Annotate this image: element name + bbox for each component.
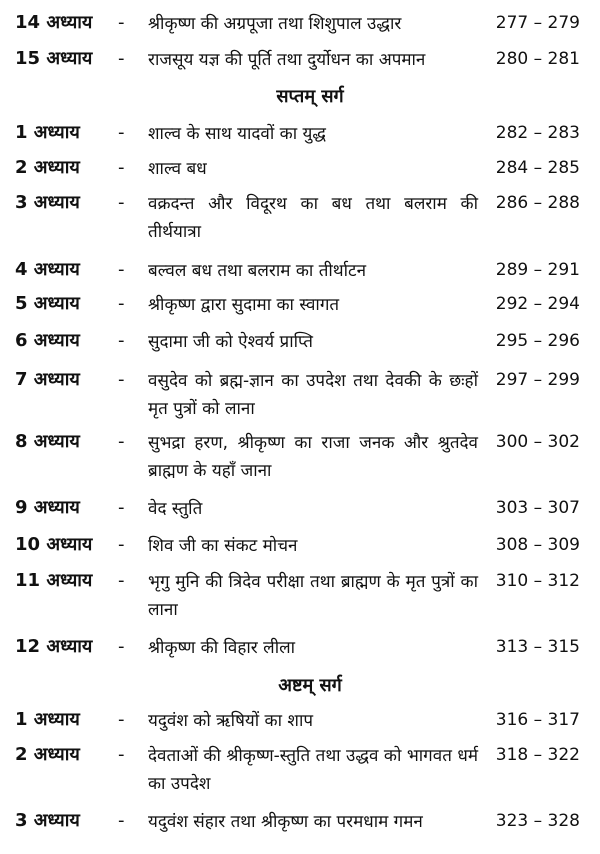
chapter-title: शिव जी का संकट मोचन <box>148 536 298 556</box>
separator-dash: - <box>118 636 125 657</box>
chapter-number: 10 अध्याय <box>15 534 93 555</box>
chapter-title: श्रीकृष्ण द्वारा सुदामा का स्वागत <box>148 295 340 315</box>
chapter-number: 8 अध्याय <box>15 431 80 452</box>
page-range: 292 – 294 <box>495 294 580 314</box>
section-heading: अष्टम् सर्ग <box>278 675 342 696</box>
chapter-title: सुभद्रा हरण, श्रीकृष्ण का राजा जनक और श्रुतदेव ब्राह्मण के यहाँ जाना <box>148 433 478 481</box>
chapter-number: 2 अध्याय <box>15 157 80 178</box>
page-range: 300 – 302 <box>495 432 580 452</box>
separator-dash: - <box>118 744 125 765</box>
page-range: 297 – 299 <box>495 370 580 390</box>
separator-dash: - <box>118 192 125 213</box>
chapter-number: 11 अध्याय <box>15 570 93 591</box>
chapter-title: शाल्व बध <box>148 159 207 179</box>
chapter-number: 5 अध्याय <box>15 293 80 314</box>
separator-dash: - <box>118 534 125 555</box>
separator-dash: - <box>118 709 125 730</box>
chapter-number: 1 अध्याय <box>15 709 80 730</box>
chapter-title: श्रीकृष्ण की अग्रपूजा तथा शिशुपाल उद्धार <box>148 14 402 34</box>
chapter-title: सुदामा जी को ऐश्वर्य प्राप्ति <box>148 332 313 352</box>
chapter-title: वसुदेव को ब्रह्म-ज्ञान का उपदेश तथा देवकी के छःहों मृत पुत्रों को लाना <box>148 371 478 419</box>
section-heading: सप्तम् सर्ग <box>276 86 344 107</box>
page-range: 284 – 285 <box>495 158 580 178</box>
chapter-title: श्रीकृष्ण की विहार लीला <box>148 638 296 658</box>
chapter-title: वक्रदन्त और विदूरथ का बध तथा बलराम की तीर्थयात्रा <box>148 194 478 242</box>
separator-dash: - <box>118 431 125 452</box>
chapter-title: राजसूय यज्ञ की पूर्ति तथा दुर्योधन का अपमान <box>148 50 426 70</box>
chapter-number: 15 अध्याय <box>15 48 93 69</box>
page-range: 310 – 312 <box>495 571 580 591</box>
chapter-number: 9 अध्याय <box>15 497 80 518</box>
page-range: 282 – 283 <box>495 123 580 143</box>
separator-dash: - <box>118 293 125 314</box>
page-range: 318 – 322 <box>495 745 580 765</box>
page-range: 277 – 279 <box>495 13 580 33</box>
chapter-title: वेद स्तुति <box>148 499 203 519</box>
chapter-title: देवताओं की श्रीकृष्ण-स्तुति तथा उद्धव को भागवत धर्म का उपदेश <box>148 746 478 794</box>
page-range: 316 – 317 <box>495 710 580 730</box>
chapter-title: यदुवंश को ऋषियों का शाप <box>148 711 314 731</box>
page-range: 286 – 288 <box>495 193 580 213</box>
separator-dash: - <box>118 330 125 351</box>
chapter-number: 4 अध्याय <box>15 259 80 280</box>
separator-dash: - <box>118 12 125 33</box>
separator-dash: - <box>118 259 125 280</box>
separator-dash: - <box>118 157 125 178</box>
separator-dash: - <box>118 810 125 831</box>
chapter-number: 3 अध्याय <box>15 192 80 213</box>
page-range: 295 – 296 <box>495 331 580 351</box>
page-range: 313 – 315 <box>495 637 580 657</box>
separator-dash: - <box>118 48 125 69</box>
page-range: 280 – 281 <box>495 49 580 69</box>
page-range: 303 – 307 <box>495 498 580 518</box>
page-range: 323 – 328 <box>495 811 580 831</box>
separator-dash: - <box>118 122 125 143</box>
chapter-title: शाल्व के साथ यादवों का युद्ध <box>148 124 326 144</box>
chapter-title: भृगु मुनि की त्रिदेव परीक्षा तथा ब्राह्मण के मृत पुत्रों का लाना <box>148 572 478 620</box>
chapter-number: 1 अध्याय <box>15 122 80 143</box>
chapter-title: यदुवंश संहार तथा श्रीकृष्ण का परमधाम गमन <box>148 812 423 832</box>
separator-dash: - <box>118 497 125 518</box>
page-range: 308 – 309 <box>495 535 580 555</box>
chapter-number: 14 अध्याय <box>15 12 93 33</box>
separator-dash: - <box>118 570 125 591</box>
chapter-number: 7 अध्याय <box>15 369 80 390</box>
chapter-number: 3 अध्याय <box>15 810 80 831</box>
chapter-number: 12 अध्याय <box>15 636 93 657</box>
separator-dash: - <box>118 369 125 390</box>
chapter-title: बल्वल बध तथा बलराम का तीर्थाटन <box>148 261 367 281</box>
page-range: 289 – 291 <box>495 260 580 280</box>
chapter-number: 2 अध्याय <box>15 744 80 765</box>
chapter-number: 6 अध्याय <box>15 330 80 351</box>
